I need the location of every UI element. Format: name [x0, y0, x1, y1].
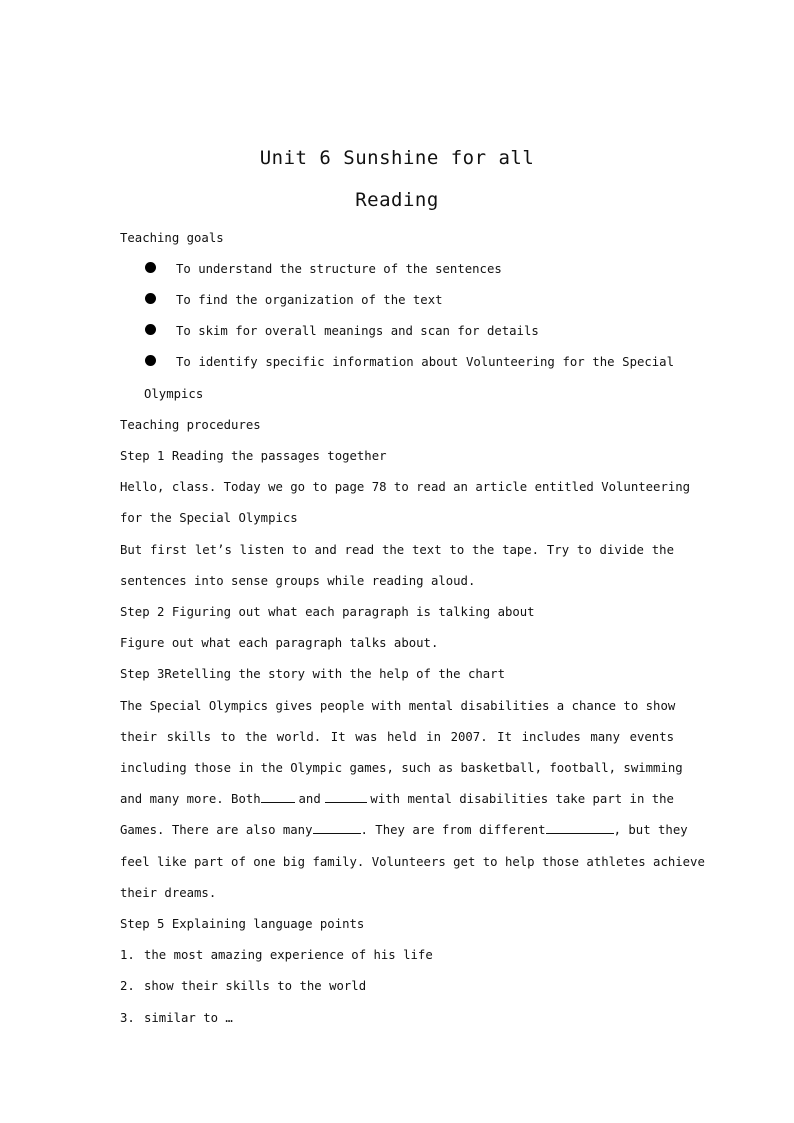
goal-item: To understand the structure of the sentences: [176, 262, 502, 276]
list-item-number: 1.: [120, 948, 135, 962]
step3-paragraph-line: their skills to the world. It was held in 2007. It includes many events: [120, 730, 674, 744]
goal-item: To identify specific information about Volunteering for the Special: [176, 355, 674, 369]
procedures-heading: Teaching procedures: [120, 418, 261, 432]
step1-heading: Step 1 Reading the passages together: [120, 449, 387, 463]
goal-item: To skim for overall meanings and scan for details: [176, 324, 539, 338]
list-item: similar to …: [144, 1011, 233, 1025]
step3-paragraph-line: The Special Olympics gives people with mental disabilities a chance to show: [120, 699, 676, 713]
step3-text: Games. There are also many: [120, 823, 313, 837]
blank-field: [546, 822, 614, 834]
list-item: show their skills to the world: [144, 979, 367, 993]
list-item-number: 2.: [120, 979, 135, 993]
document-title: Unit 6 Sunshine for all: [259, 147, 535, 169]
step3-text: . They are from different: [313, 822, 546, 838]
list-item-number: 3.: [120, 1011, 135, 1025]
bullet-icon: [145, 293, 156, 304]
bullet-icon: [145, 324, 156, 335]
goal-item: To find the organization of the text: [176, 293, 443, 307]
step2-heading: Step 2 Figuring out what each paragraph is talking about: [120, 605, 535, 619]
step3-paragraph-line: feel like part of one big family. Volunteers get to help those athletes achieve: [120, 855, 705, 869]
blank-field: [325, 791, 367, 803]
step1-paragraph-line: for the Special Olympics: [120, 511, 298, 525]
goal-item-continuation: Olympics: [144, 387, 204, 401]
bullet-icon: [145, 355, 156, 366]
step2-paragraph-line: Figure out what each paragraph talks about.: [120, 636, 439, 650]
step3-paragraph-line: including those in the Olympic games, such as basketball, football, swimming: [120, 761, 683, 775]
step1-paragraph-line: But first let’s listen to and read the text to the tape. Try to divide the: [120, 543, 674, 557]
blank-field: [313, 822, 361, 834]
blank-field: [261, 791, 295, 803]
list-item: the most amazing experience of his life: [144, 948, 433, 962]
step3-paragraph-line: their dreams.: [120, 886, 217, 900]
step3-text: and many more. Both: [120, 791, 295, 807]
document-subtitle: Reading: [355, 189, 439, 211]
step3-text: , but they: [546, 822, 688, 838]
step5-heading: Step 5 Explaining language points: [120, 917, 365, 931]
step1-paragraph-line: Hello, class. Today we go to page 78 to read an article entitled Volunteering: [120, 480, 691, 494]
step3-text: with mental disabilities take part in the: [370, 792, 674, 806]
bullet-icon: [145, 262, 156, 273]
step3-heading: Step 3Retelling the story with the help of the chart: [120, 667, 505, 681]
goals-heading: Teaching goals: [120, 231, 224, 245]
step3-paragraph-line: [120, 791, 674, 807]
step3-paragraph-line: [120, 822, 688, 838]
step1-paragraph-line: sentences into sense groups while reading aloud.: [120, 574, 476, 588]
step3-text: and: [298, 792, 321, 806]
